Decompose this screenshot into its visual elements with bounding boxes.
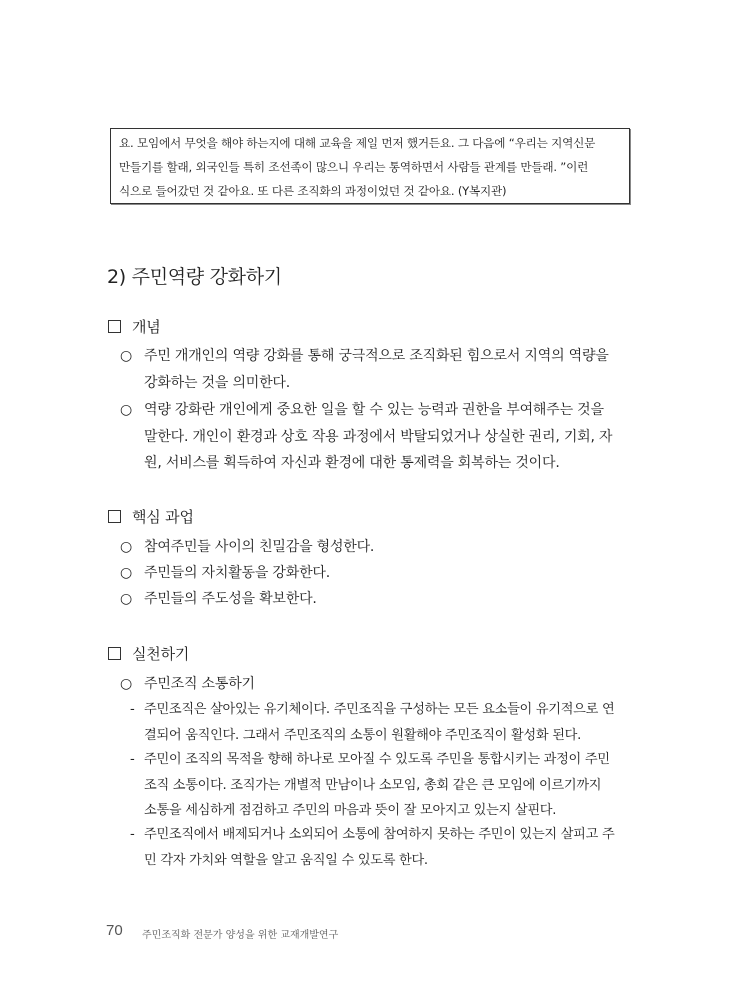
page-number: 70 [106, 922, 123, 939]
circle-bullet-icon: ○ [120, 539, 133, 555]
footer-title: 주민조직화 전문가 양성을 위한 교재개발연구 [142, 930, 339, 941]
heading-concept-label: 개념 [132, 318, 161, 336]
sub-3-line-2: 민 각자 가치와 역할을 알고 움직일 수 있도록 한다. [144, 852, 428, 868]
dash-bullet-icon: - [130, 702, 135, 717]
quote-line-3: 식으로 들어갔던 것 같아요. 또 다른 조직화의 과정이었던 것 같아요. (Y복지관) [119, 184, 507, 198]
circle-bullet-icon: ○ [120, 402, 133, 418]
sub-3-line-1: 주민조직에서 배제되거나 소외되어 소통에 참여하지 못하는 주민이 있는지 살피고 주 [144, 827, 615, 842]
quote-line-1: 요. 모임에서 무엇을 해야 하는지에 대해 교육을 제일 먼저 했거든요. 그 다음에 “우리는 지역신문 [119, 136, 596, 150]
checkbox-square-icon [108, 320, 121, 333]
sub-2-line-2: 조직 소통이다. 조직가는 개별적 만남이나 소모임, 총회 같은 큰 모임에 이르기까지 [144, 777, 602, 793]
concept-2-line-2: 말한다. 개인이 환경과 상호 작용 과정에서 박탈되었거나 상실한 권리, 기회, 자 [144, 428, 613, 445]
practice-item-text: 주민조직 소통하기 [144, 676, 255, 692]
circle-bullet-icon: ○ [120, 565, 133, 581]
sub-1-line-1: 주민조직은 살아있는 유기체이다. 주민조직을 구성하는 모든 요소들이 유기적으로 연 [144, 702, 615, 717]
sub-2-line-3: 소통을 세심하게 점검하고 주민의 마음과 뜻이 잘 모아지고 있는지 살핀다. [144, 803, 557, 818]
task-item-2 [120, 560, 636, 587]
section-title: 2) 주민역량 강화하기 [107, 266, 282, 288]
task-1-text: 참여주민들 사이의 친밀감을 형성한다. [144, 539, 375, 555]
checkbox-square-icon [108, 510, 121, 523]
concept-item-1 [120, 343, 636, 396]
circle-bullet-icon: ○ [120, 676, 133, 692]
concept-2-line-3: 원, 서비스를 획득하여 자신과 환경에 대한 통제력을 회복하는 것이다. [144, 455, 560, 471]
concept-1-line-1: 주민 개개인의 역량 강화를 통해 궁극적으로 조직화된 힘으로서 지역의 역량을 [144, 348, 609, 364]
dash-bullet-icon: - [130, 827, 135, 842]
circle-bullet-icon: ○ [120, 348, 133, 364]
heading-tasks-label: 핵심 과업 [132, 508, 194, 526]
heading-tasks [108, 506, 194, 527]
heading-concept [108, 316, 161, 337]
checkbox-square-icon [108, 647, 121, 660]
sub-1-line-2: 결되어 움직인다. 그래서 주민조직의 소통이 원활해야 주민조직이 활성화 된다. [144, 727, 581, 743]
task-2-text: 주민들의 자치활동을 강화한다. [144, 565, 330, 581]
practice-sub-2 [130, 747, 636, 824]
interview-quote-box [110, 128, 630, 204]
practice-sub-1 [130, 697, 636, 748]
heading-practice [108, 643, 189, 664]
task-item-1 [120, 534, 636, 561]
practice-item [120, 671, 636, 698]
dash-bullet-icon: - [130, 752, 135, 767]
circle-bullet-icon: ○ [120, 591, 133, 607]
concept-1-line-2: 강화하는 것을 의미한다. [144, 374, 290, 391]
concept-2-line-1: 역량 강화란 개인에게 중요한 일을 할 수 있는 능력과 권한을 부여해주는 것을 [144, 402, 604, 418]
sub-2-line-1: 주민이 조직의 목적을 향해 하나로 모아질 수 있도록 주민을 통합시키는 과정이 주민 [144, 752, 610, 767]
task-3-text: 주민들의 주도성을 확보한다. [144, 591, 317, 607]
task-item-3 [120, 586, 636, 613]
quote-line-2: 만들기를 할래, 외국인들 특히 조선족이 많으니 우리는 통역하면서 사람들 관계를 만들래. ”이런 [119, 160, 589, 174]
concept-item-2 [120, 397, 636, 477]
practice-sub-3 [130, 822, 636, 873]
heading-practice-label: 실천하기 [132, 645, 190, 663]
